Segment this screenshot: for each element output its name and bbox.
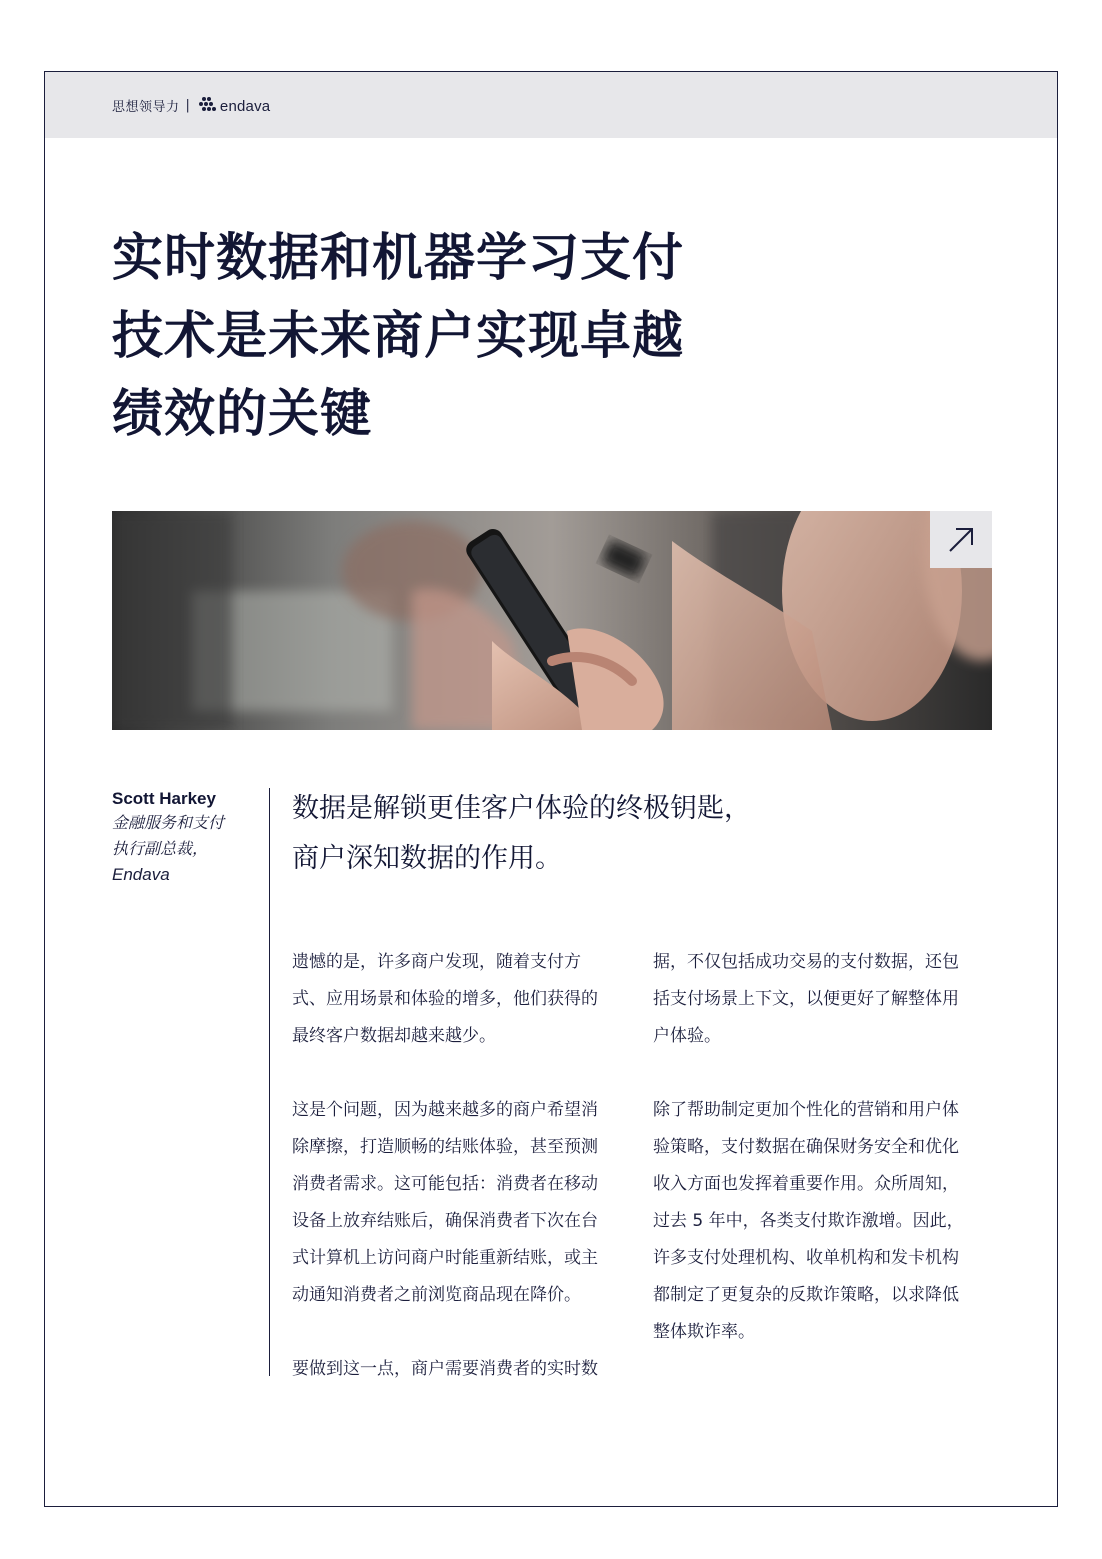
phone-users-photo <box>112 511 992 730</box>
body-line: 都制定了更复杂的反欺诈策略，以求降低 <box>653 1285 959 1305</box>
body-column-right <box>653 944 993 1388</box>
author-role: 执行副总裁， <box>112 839 209 858</box>
column-divider <box>269 788 270 1376</box>
body-line: 最终客户数据却越来越少。 <box>292 1026 496 1046</box>
article-title <box>112 220 752 454</box>
body-line: 式计算机上访问商户时能重新结账，或主 <box>292 1248 598 1268</box>
body-line: 括支付场景上下文，以便更好了解整体用 <box>653 989 959 1009</box>
section-label: 思想领导力 <box>112 99 180 115</box>
hero-image <box>112 511 992 730</box>
author-info <box>112 788 262 888</box>
body-paragraph <box>292 944 632 1055</box>
body-line: 遗憾的是，许多商户发现，随着支付方 <box>292 952 581 972</box>
lead-line: 商户深知数据的作用。 <box>292 843 562 874</box>
body-line: 验策略，支付数据在确保财务安全和优化 <box>653 1137 959 1157</box>
body-line: 除了帮助制定更加个性化的营销和用户体 <box>653 1100 959 1120</box>
title-line: 技术是未来商户实现卓越 <box>112 307 685 366</box>
page-header <box>45 72 1057 138</box>
author-company: Endava <box>112 865 170 884</box>
body-line: 消费者需求。这可能包括：消费者在移动 <box>292 1174 598 1194</box>
body-line: 设备上放弃结账后，确保消费者下次在台 <box>292 1211 598 1231</box>
body-line: 这是个问题，因为越来越多的商户希望消 <box>292 1100 598 1120</box>
body-line: 整体欺诈率。 <box>653 1322 755 1342</box>
author-name: Scott Harkey <box>112 789 216 808</box>
lead-line: 数据是解锁更佳客户体验的终极钥匙， <box>292 793 751 824</box>
body-line: 户体验。 <box>653 1026 721 1046</box>
body-line: 据，不仅包括成功交易的支付数据，还包 <box>653 952 959 972</box>
body-paragraph <box>292 1351 632 1388</box>
open-link-button[interactable] <box>930 511 992 568</box>
document-page <box>44 71 1058 1507</box>
body-line: 要做到这一点，商户需要消费者的实时数 <box>292 1359 598 1379</box>
body-line: 除摩擦，打造顺畅的结账体验，甚至预测 <box>292 1137 598 1157</box>
logo-wordmark: endava <box>219 98 271 115</box>
title-line: 实时数据和机器学习支付 <box>112 229 685 288</box>
header-separator: | <box>185 97 190 113</box>
author-role: 金融服务和支付 <box>112 813 225 832</box>
body-line: 过去 5 年中，各类支付欺诈激增。因此， <box>653 1211 964 1231</box>
arrow-up-right-icon <box>946 525 976 555</box>
body-paragraph <box>653 1092 993 1351</box>
body-paragraph <box>653 944 993 1055</box>
body-paragraph <box>292 1092 632 1314</box>
title-line: 绩效的关键 <box>112 385 373 444</box>
body-line: 式、应用场景和体验的增多，他们获得的 <box>292 989 598 1009</box>
body-line: 许多支付处理机构、收单机构和发卡机构 <box>653 1248 959 1268</box>
endava-logo <box>198 96 270 114</box>
body-column-left <box>292 944 632 1425</box>
body-line: 收入方面也发挥着重要作用。众所周知， <box>653 1174 959 1194</box>
lead-statement <box>292 784 892 884</box>
body-line: 动通知消费者之前浏览商品现在降价。 <box>292 1285 581 1305</box>
endava-logo-icon <box>198 96 218 114</box>
